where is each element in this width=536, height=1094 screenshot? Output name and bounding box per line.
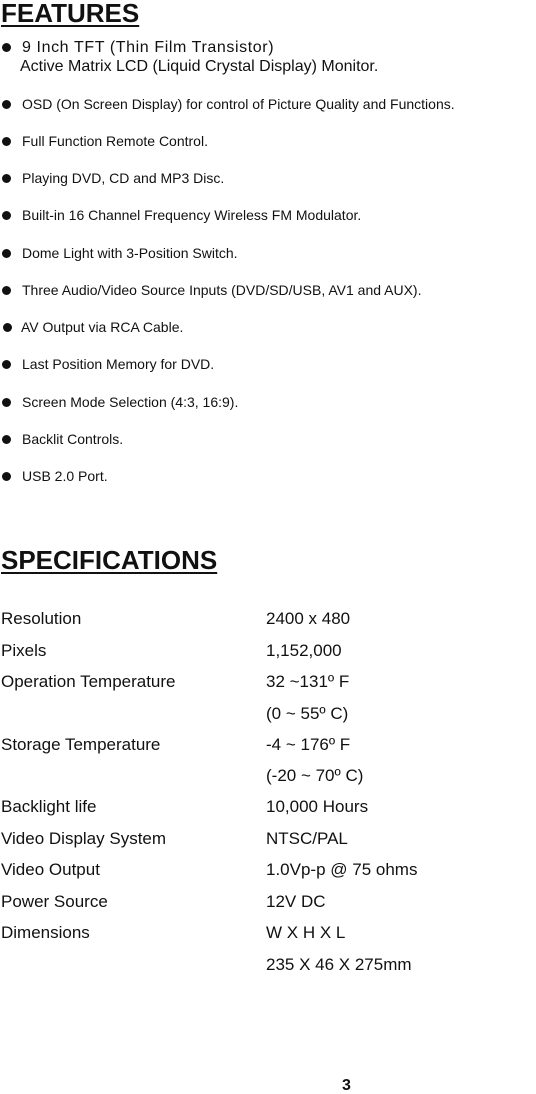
- feature-text: Last Position Memory for DVD.: [22, 356, 215, 372]
- feature-item: [0, 245, 536, 263]
- feature-text: USB 2.0 Port.: [22, 468, 108, 484]
- spec-label: Video Output: [1, 860, 100, 879]
- bullet-icon: [2, 398, 11, 407]
- spec-label: Pixels: [1, 641, 47, 660]
- bullet-icon: [2, 174, 11, 183]
- feature-item: [0, 96, 536, 114]
- bullet-icon: [3, 323, 12, 332]
- bullet-icon: [2, 211, 11, 220]
- spec-label: Storage Temperature: [1, 735, 161, 754]
- bullet-icon: [2, 249, 11, 258]
- spec-row: [0, 797, 536, 819]
- spec-label: Video Display System: [1, 829, 167, 848]
- spec-row: [0, 860, 536, 882]
- feature-item: [0, 468, 536, 486]
- feature-text: Three Audio/Video Source Inputs (DVD/SD/USB, AV1 and AUX).: [22, 282, 422, 298]
- spec-label: Resolution: [1, 609, 82, 628]
- spec-row: [0, 672, 536, 694]
- bullet-icon: [2, 360, 11, 369]
- bullet-icon: [2, 43, 11, 52]
- spec-row: [0, 892, 536, 914]
- spec-row: [0, 704, 536, 726]
- spec-row: [0, 955, 536, 977]
- bullet-icon: [2, 435, 11, 444]
- spec-value: 1,152,000: [266, 641, 342, 660]
- bullet-icon: [2, 100, 11, 109]
- spec-row: [0, 641, 536, 663]
- feature-item: [0, 282, 536, 300]
- spec-value: 235 X 46 X 275mm: [266, 955, 412, 974]
- spec-value: 2400 x 480: [266, 609, 351, 628]
- feature-item: [0, 394, 536, 412]
- feature-item: [0, 356, 536, 374]
- feature-text-continued: Active Matrix LCD (Liquid Crystal Display) Monitor.: [20, 58, 379, 75]
- spec-value: W X H X L: [266, 923, 346, 942]
- feature-item: [0, 207, 536, 225]
- feature-text: Screen Mode Selection (4:3, 16:9).: [22, 394, 239, 410]
- spec-value: 10,000 Hours: [266, 797, 369, 816]
- spec-label: Backlight life: [1, 797, 97, 816]
- feature-text: Full Function Remote Control.: [22, 133, 208, 149]
- spec-value: 12V DC: [266, 892, 326, 911]
- bullet-icon: [2, 472, 11, 481]
- features-heading: FEATURES: [1, 0, 140, 28]
- feature-item: [0, 38, 536, 80]
- spec-value: 32 ~131º F: [266, 672, 350, 691]
- bullet-icon: [2, 286, 11, 295]
- spec-label: Operation Temperature: [1, 672, 176, 691]
- spec-label: Dimensions: [1, 923, 90, 942]
- spec-row: [0, 923, 536, 945]
- feature-text: Backlit Controls.: [22, 431, 124, 447]
- feature-text: Playing DVD, CD and MP3 Disc.: [22, 170, 225, 186]
- spec-value: NTSC/PAL: [266, 829, 348, 848]
- feature-item: [0, 431, 536, 449]
- feature-item: [0, 170, 536, 188]
- spec-label: Power Source: [1, 892, 108, 911]
- feature-text: 9 Inch TFT (Thin Film Transistor): [22, 39, 275, 56]
- feature-item: [0, 133, 536, 151]
- spec-row: [0, 829, 536, 851]
- spec-value: (0 ~ 55º C): [266, 704, 349, 723]
- spec-row: [0, 735, 536, 757]
- feature-item: [0, 319, 536, 337]
- feature-text: Built-in 16 Channel Frequency Wireless FM Modulator.: [22, 207, 362, 223]
- specifications-heading: SPECIFICATIONS: [1, 545, 218, 575]
- spec-value: (-20 ~ 70º C): [266, 766, 364, 785]
- feature-text: OSD (On Screen Display) for control of Picture Quality and Functions.: [22, 96, 455, 112]
- feature-text: Dome Light with 3-Position Switch.: [22, 245, 238, 261]
- spec-row: [0, 766, 536, 788]
- spec-value: 1.0Vp-p @ 75 ohms: [266, 860, 418, 879]
- bullet-icon: [2, 137, 11, 146]
- feature-text: AV Output via RCA Cable.: [21, 319, 184, 335]
- spec-row: [0, 609, 536, 631]
- spec-value: -4 ~ 176º F: [266, 735, 351, 754]
- page-number: 3: [342, 1077, 351, 1094]
